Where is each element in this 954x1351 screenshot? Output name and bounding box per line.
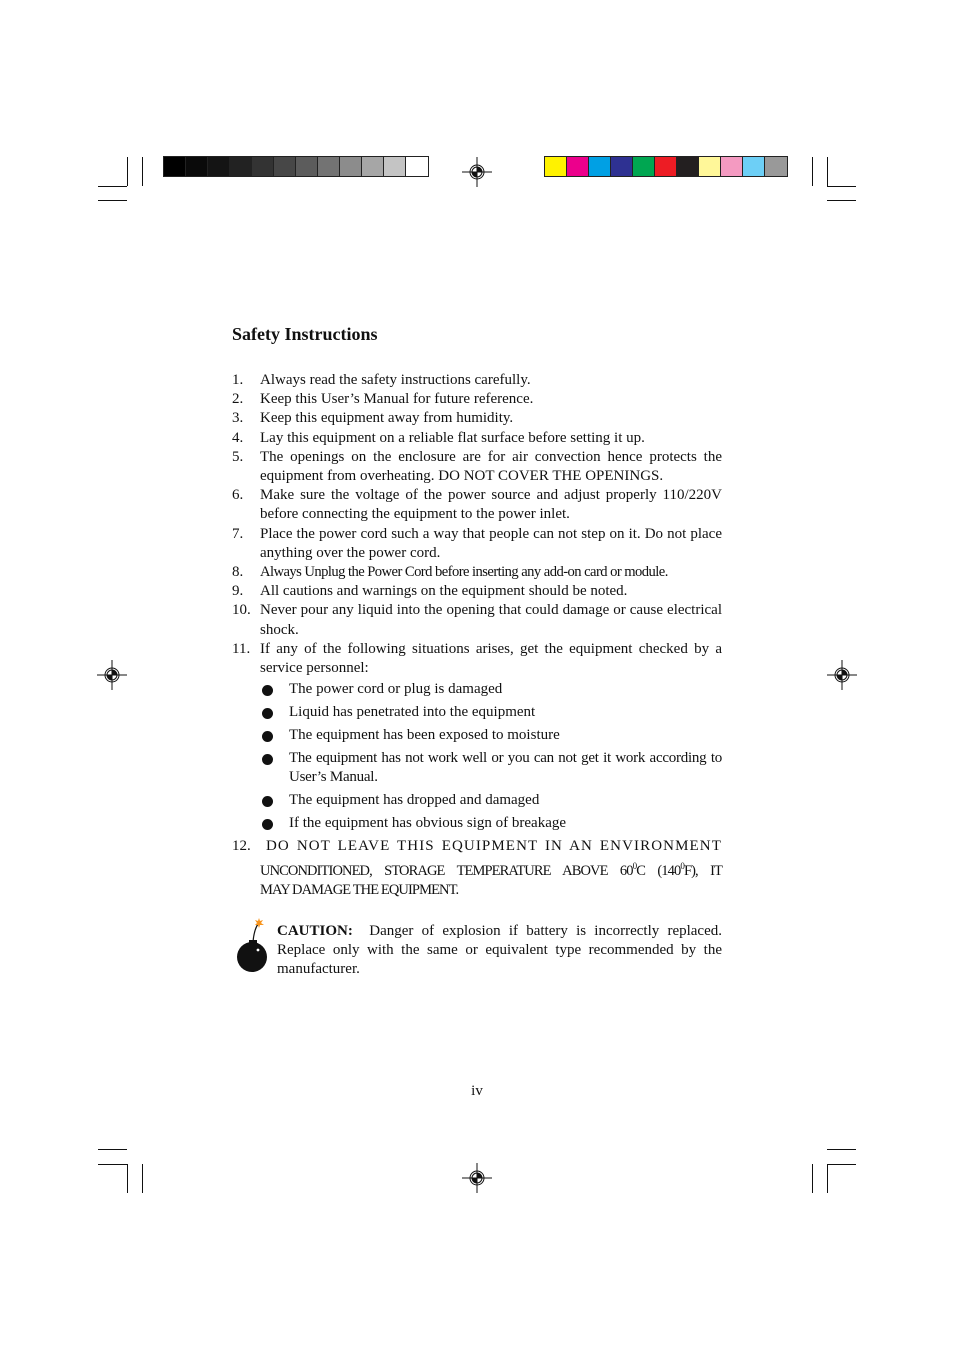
color-swatch (274, 157, 296, 176)
list-item (232, 601, 722, 639)
caution-notice (277, 922, 722, 980)
color-swatch (164, 157, 186, 176)
item12-line2b: C (140 (636, 862, 681, 879)
item-text: Place the power cord such a way that people can not step on it. Do not place anything over the power cord. (260, 525, 722, 561)
bomb-icon (234, 916, 272, 974)
item-text: Make sure the voltage of the power source and adjust properly 110/220V before connecting the equipment to the power inlet. (260, 487, 722, 523)
color-swatch (611, 157, 633, 176)
bullet-item (260, 680, 722, 699)
item-text: Keep this equipment away from humidity. (260, 410, 514, 427)
bullet-text: The equipment has not work well or you can not get it work according to User’s Manual. (289, 750, 722, 786)
color-swatch (186, 157, 208, 176)
degree-sup: 0 (632, 860, 637, 871)
item-number: 7. (232, 525, 244, 542)
bullet-text: If the equipment has obvious sign of breakage (289, 815, 567, 832)
registration-mark-icon (97, 660, 127, 690)
item-text: Lay this equipment on a reliable flat surface before setting it up. (260, 429, 645, 446)
bullet-icon (260, 791, 289, 810)
item12-line3: MAY DAMAGE THE EQUIPMENT. (260, 881, 459, 898)
bullet-text: The power cord or plug is damaged (289, 681, 503, 698)
item-number: 3. (232, 410, 244, 427)
list-item (232, 448, 722, 486)
color-swatch (765, 157, 787, 176)
item-number: 8. (232, 564, 244, 581)
item-text: The openings on the enclosure are for air convection hence protects the equipment from overheating. DO NOT COVER THE OPENINGS. (260, 448, 722, 485)
item-number: 11. (232, 640, 251, 657)
item-number: 2. (232, 391, 244, 408)
item12-line2c: F), IT (683, 862, 722, 879)
color-swatch (633, 157, 655, 176)
color-swatch (384, 157, 406, 176)
item-text: Always read the safety instructions carefully. (260, 372, 531, 388)
color-swatch (318, 157, 340, 176)
bullet-item (260, 791, 722, 810)
item-number: 12. (232, 838, 251, 855)
color-swatch (208, 157, 230, 176)
item-text: All cautions and warnings on the equipment should be noted. (260, 583, 628, 600)
safety-list (232, 371, 722, 900)
bullet-item (260, 814, 722, 833)
page-number: iv (471, 1083, 483, 1099)
color-swatch (252, 157, 274, 176)
color-swatch (406, 157, 428, 176)
bullet-text: Liquid has penetrated into the equipment (289, 704, 536, 721)
color-swatch (677, 157, 699, 176)
bullet-icon (260, 814, 289, 833)
bullet-icon (260, 726, 289, 745)
color-swatch (743, 157, 765, 176)
list-item (232, 837, 722, 899)
page-title: Safety Instructions (232, 324, 378, 344)
item12-line2a: UNCONDITIONED, STORAGE TEMPERATURE ABOVE 60 (260, 862, 633, 879)
color-swatch (230, 157, 252, 176)
color-swatch (721, 157, 743, 176)
item12-line1: DO NOT LEAVE THIS EQUIPMENT IN AN ENVIRONMENT (266, 838, 722, 855)
item12-line2 (260, 857, 722, 881)
item-number: 4. (232, 429, 244, 446)
item-number: 6. (232, 487, 244, 504)
color-swatch (567, 157, 589, 176)
item-number: 10. (232, 602, 251, 619)
bullet-list (260, 680, 722, 833)
caution-text: Danger of explosion if battery is incorrectly replaced. Replace only with the same or equivalent type recommended by the manufacturer. (277, 923, 723, 978)
list-item (232, 640, 722, 678)
bullet-item (260, 749, 722, 787)
list-item (232, 371, 722, 390)
bullet-item (260, 726, 722, 745)
color-bar (544, 156, 788, 177)
bullet-text: The equipment has been exposed to moisture (289, 727, 560, 744)
registration-mark-icon (462, 1163, 492, 1193)
item-text: If any of the following situations arises, get the equipment checked by a service personnel: (260, 640, 722, 677)
item-text: Always Unplug the Power Cord before inserting any add-on card or module. (260, 564, 668, 581)
item-number: 9. (232, 583, 244, 600)
color-swatch (545, 157, 567, 176)
item-number: 5. (232, 448, 244, 465)
color-swatch (340, 157, 362, 176)
degree-sup: 0 (680, 860, 684, 871)
registration-mark-icon (827, 660, 857, 690)
caution-label: CAUTION: (277, 923, 353, 939)
bullet-icon (260, 703, 289, 722)
color-swatch (655, 157, 677, 176)
color-swatch (296, 157, 318, 176)
list-item (232, 429, 722, 448)
list-item (232, 409, 722, 428)
bullet-text: The equipment has dropped and damaged (289, 792, 540, 809)
item-number: 1. (232, 372, 244, 388)
grayscale-bar (163, 156, 429, 177)
list-item (232, 486, 722, 524)
color-swatch (362, 157, 384, 176)
color-swatch (699, 157, 721, 176)
bullet-icon (260, 680, 289, 699)
bullet-icon (260, 749, 289, 787)
list-item (232, 582, 722, 601)
bullet-item (260, 703, 722, 722)
item-text: Never pour any liquid into the opening that could damage or cause electrical shock. (260, 602, 722, 638)
numbered-items (232, 371, 722, 678)
item-text: Keep this User’s Manual for future reference. (260, 391, 534, 408)
list-item (232, 525, 722, 563)
list-item (232, 563, 722, 582)
list-item (232, 390, 722, 409)
color-swatch (589, 157, 611, 176)
item-text (260, 837, 722, 899)
registration-mark-icon (462, 157, 492, 187)
